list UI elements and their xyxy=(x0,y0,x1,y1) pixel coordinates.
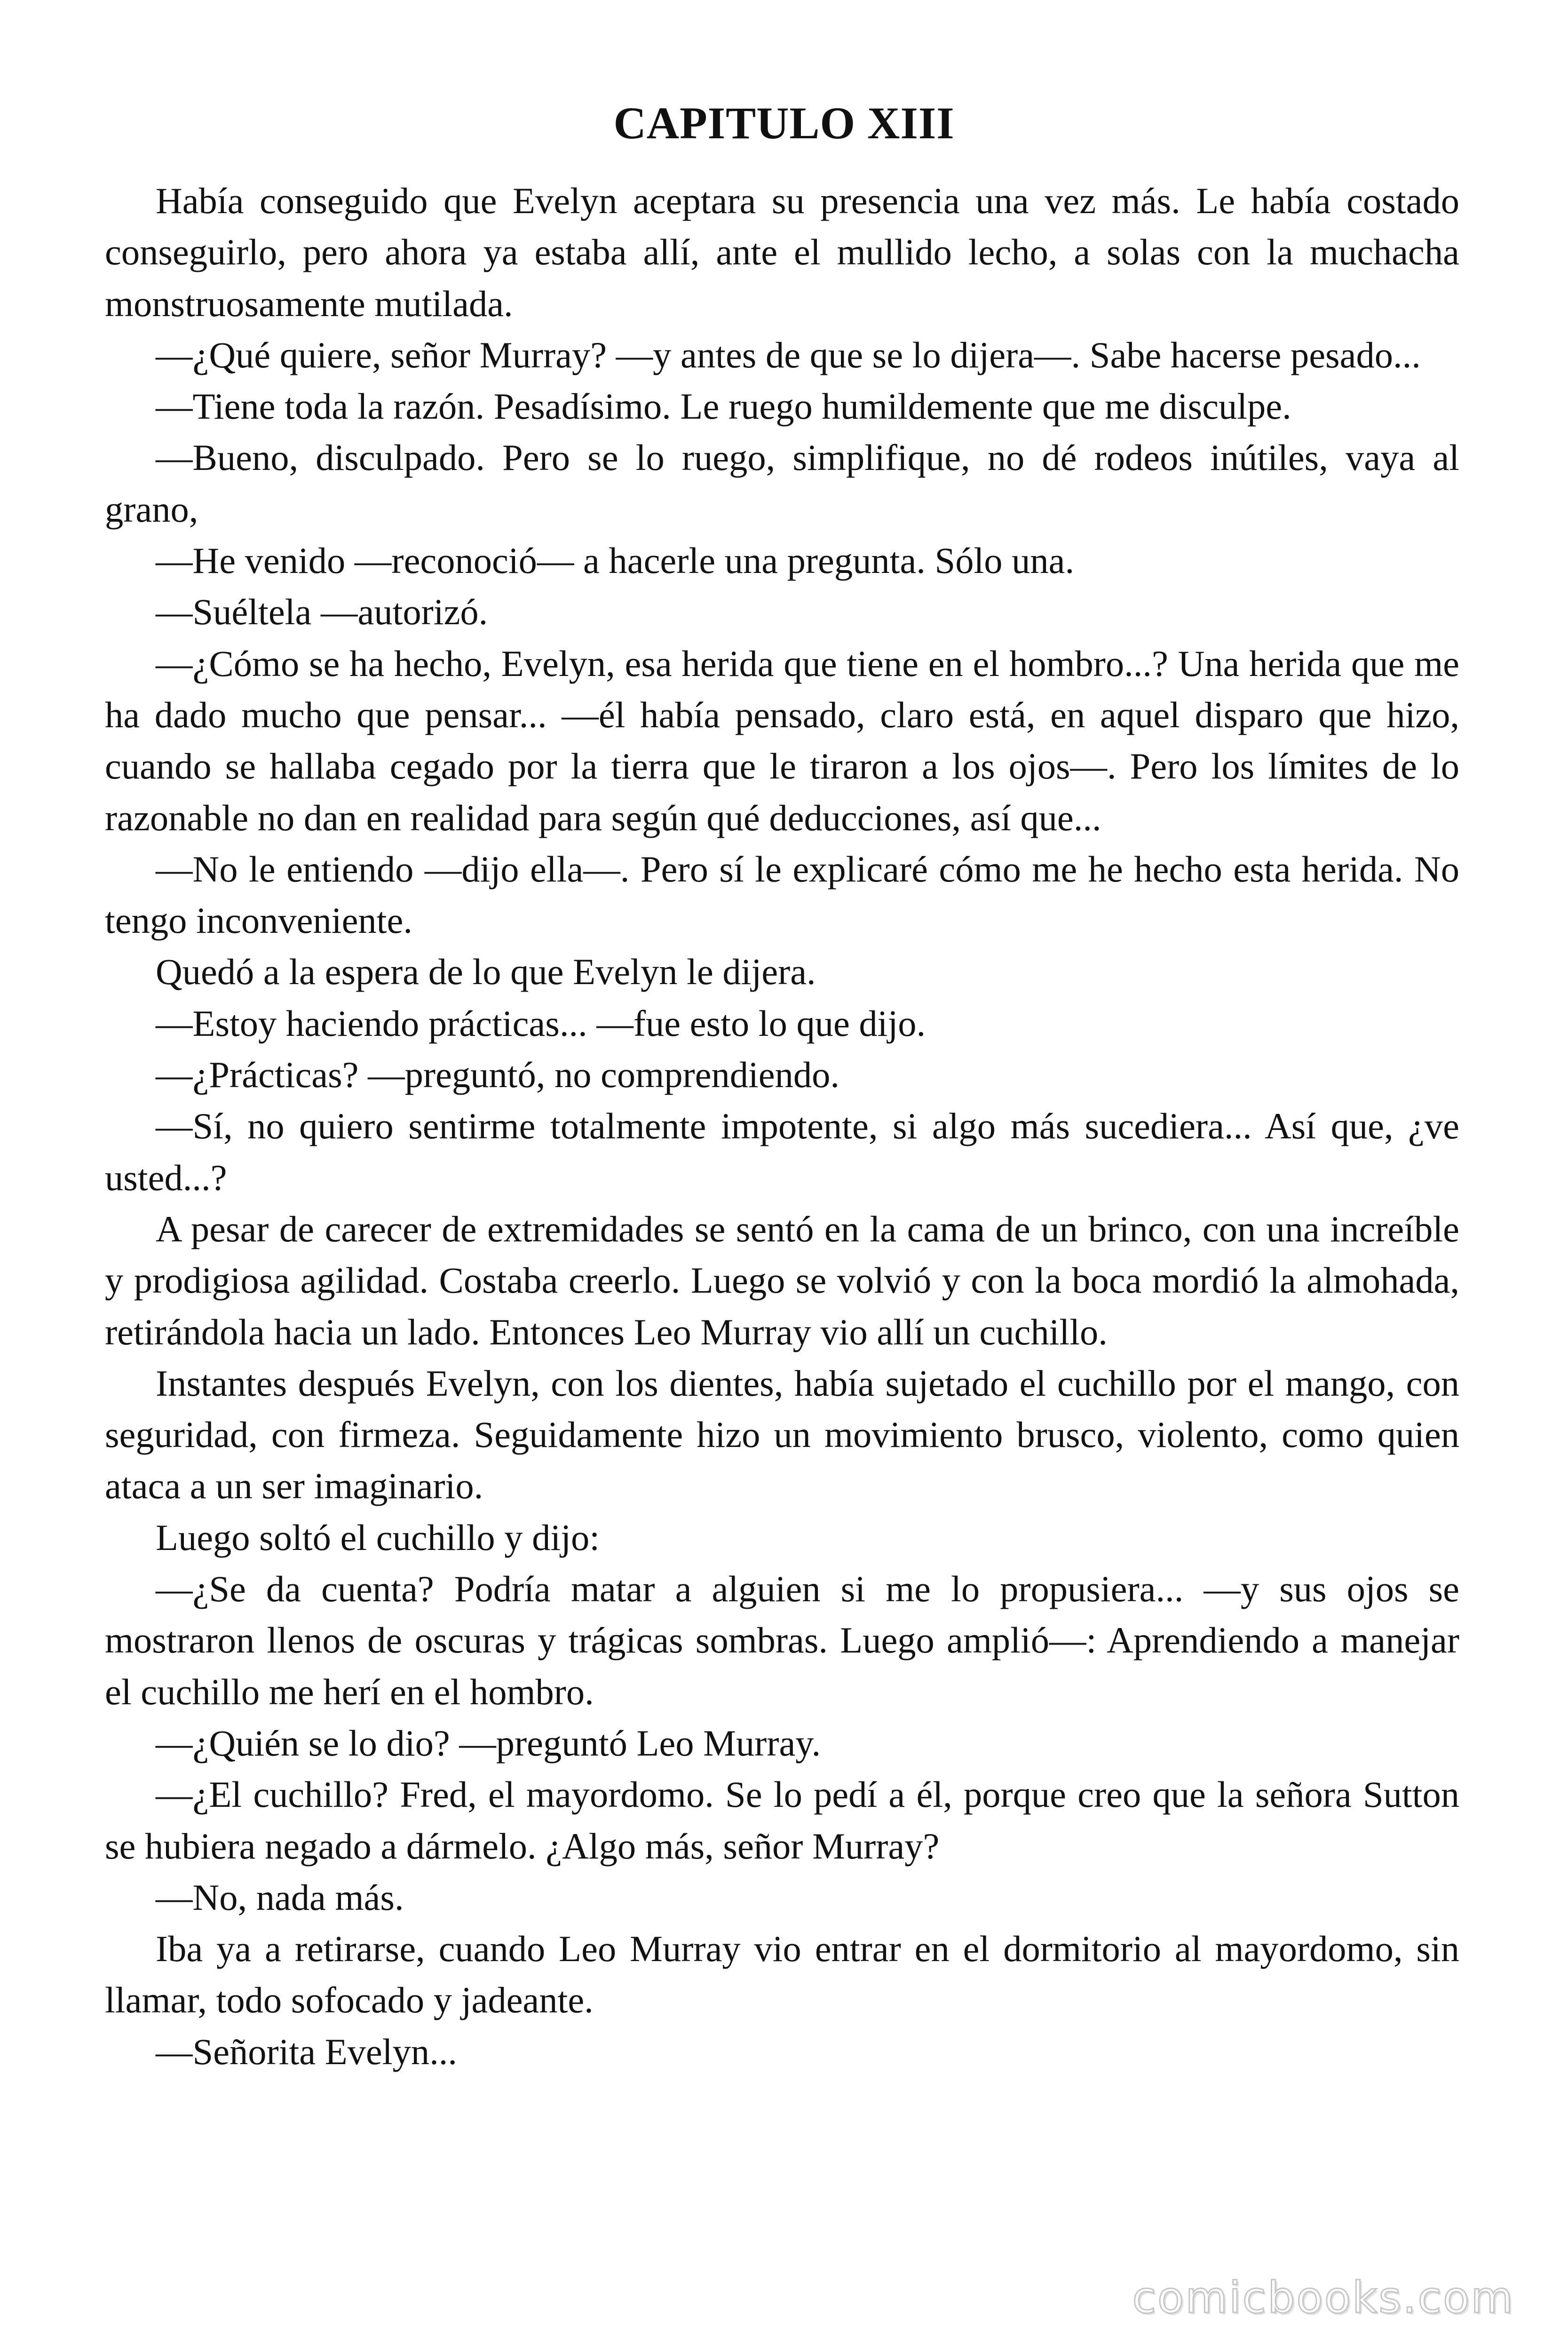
paragraph: Había conseguido que Evelyn aceptara su presencia una vez más. Le había costado conseguirlo, pero ahora ya estaba allí, ante el mullido lecho, a solas con la muchacha monstruosamente mutilada. xyxy=(105,180,1459,324)
chapter-title: CAPITULO XIII xyxy=(613,98,955,149)
paragraph: Luego soltó el cuchillo y dijo: xyxy=(156,1517,600,1558)
paragraph: —¿Prácticas? —preguntó, no comprendiendo. xyxy=(156,1054,839,1096)
paragraph: Iba ya a retirarse, cuando Leo Murray vio entrar en el dormitorio al mayordomo, sin llamar, todo sofocado y jadeante. xyxy=(105,1928,1459,2021)
chapter-body xyxy=(105,175,1459,2077)
paragraph: —¿Se da cuenta? Podría matar a alguien si me lo propusiera... —y sus ojos se mostraron llenos de oscuras y trágicas sombras. Luego amplió—: Aprendiendo a manejar el cuchillo me herí en el hombro. xyxy=(105,1568,1459,1712)
watermark-text: comicbooks.com xyxy=(1132,2273,1514,2323)
paragraph: —Tiene toda la razón. Pesadísimo. Le ruego humildemente que me disculpe. xyxy=(156,386,1291,427)
paragraph: —¿Quién se lo dio? —preguntó Leo Murray. xyxy=(156,1722,821,1764)
paragraph: —No le entiendo —dijo ella—. Pero sí le explicaré cómo me he hecho esta herida. No tengo inconveniente. xyxy=(105,848,1459,941)
paragraph: —Bueno, disculpado. Pero se lo ruego, simplifique, no dé rodeos inútiles, vaya al grano, xyxy=(105,437,1459,530)
paragraph: —¿El cuchillo? Fred, el mayordomo. Se lo pedí a él, porque creo que la señora Sutton se hubiera negado a dármelo. ¿Algo más, señor Murray? xyxy=(105,1774,1459,1867)
paragraph: A pesar de carecer de extremidades se sentó en la cama de un brinco, con una increíble y prodigiosa agilidad. Costaba creerlo. Luego se volvió y con la boca mordió la almohada, retirándola hacia un lado. Entonces Leo Murray vio allí un cuchillo. xyxy=(105,1208,1459,1352)
paragraph: —Estoy haciendo prácticas... —fue esto lo que dijo. xyxy=(156,1002,926,1044)
paragraph: —¿Qué quiere, señor Murray? —y antes de que se lo dijera—. Sabe hacerse pesado... xyxy=(156,334,1421,375)
paragraph: —Suéltela —autorizó. xyxy=(156,591,488,633)
paragraph: —Sí, no quiero sentirme totalmente impotente, si algo más sucediera... Así que, ¿ve usted...? xyxy=(105,1105,1459,1198)
paragraph: Instantes después Evelyn, con los dientes, había sujetado el cuchillo por el mango, con seguridad, con firmeza. Seguidamente hizo un movimiento brusco, violento, como quien ataca a un ser imaginario. xyxy=(105,1362,1459,1507)
paragraph: —No, nada más. xyxy=(156,1876,404,1918)
paragraph: —¿Cómo se ha hecho, Evelyn, esa herida que tiene en el hombro...? Una herida que me ha dado mucho que pensar... —él había pensado, claro está, en aquel disparo que hizo, cuando se hallaba cegado por la tierra que le tiraron a los ojos—. Pero los límites de lo razonable no dan en realidad para según qué deducciones, así que... xyxy=(105,643,1459,838)
paragraph: Quedó a la espera de lo que Evelyn le dijera. xyxy=(156,951,816,993)
paragraph: —He venido —reconoció— a hacerle una pregunta. Sólo una. xyxy=(156,540,1075,581)
paragraph: —Señorita Evelyn... xyxy=(156,2031,457,2072)
